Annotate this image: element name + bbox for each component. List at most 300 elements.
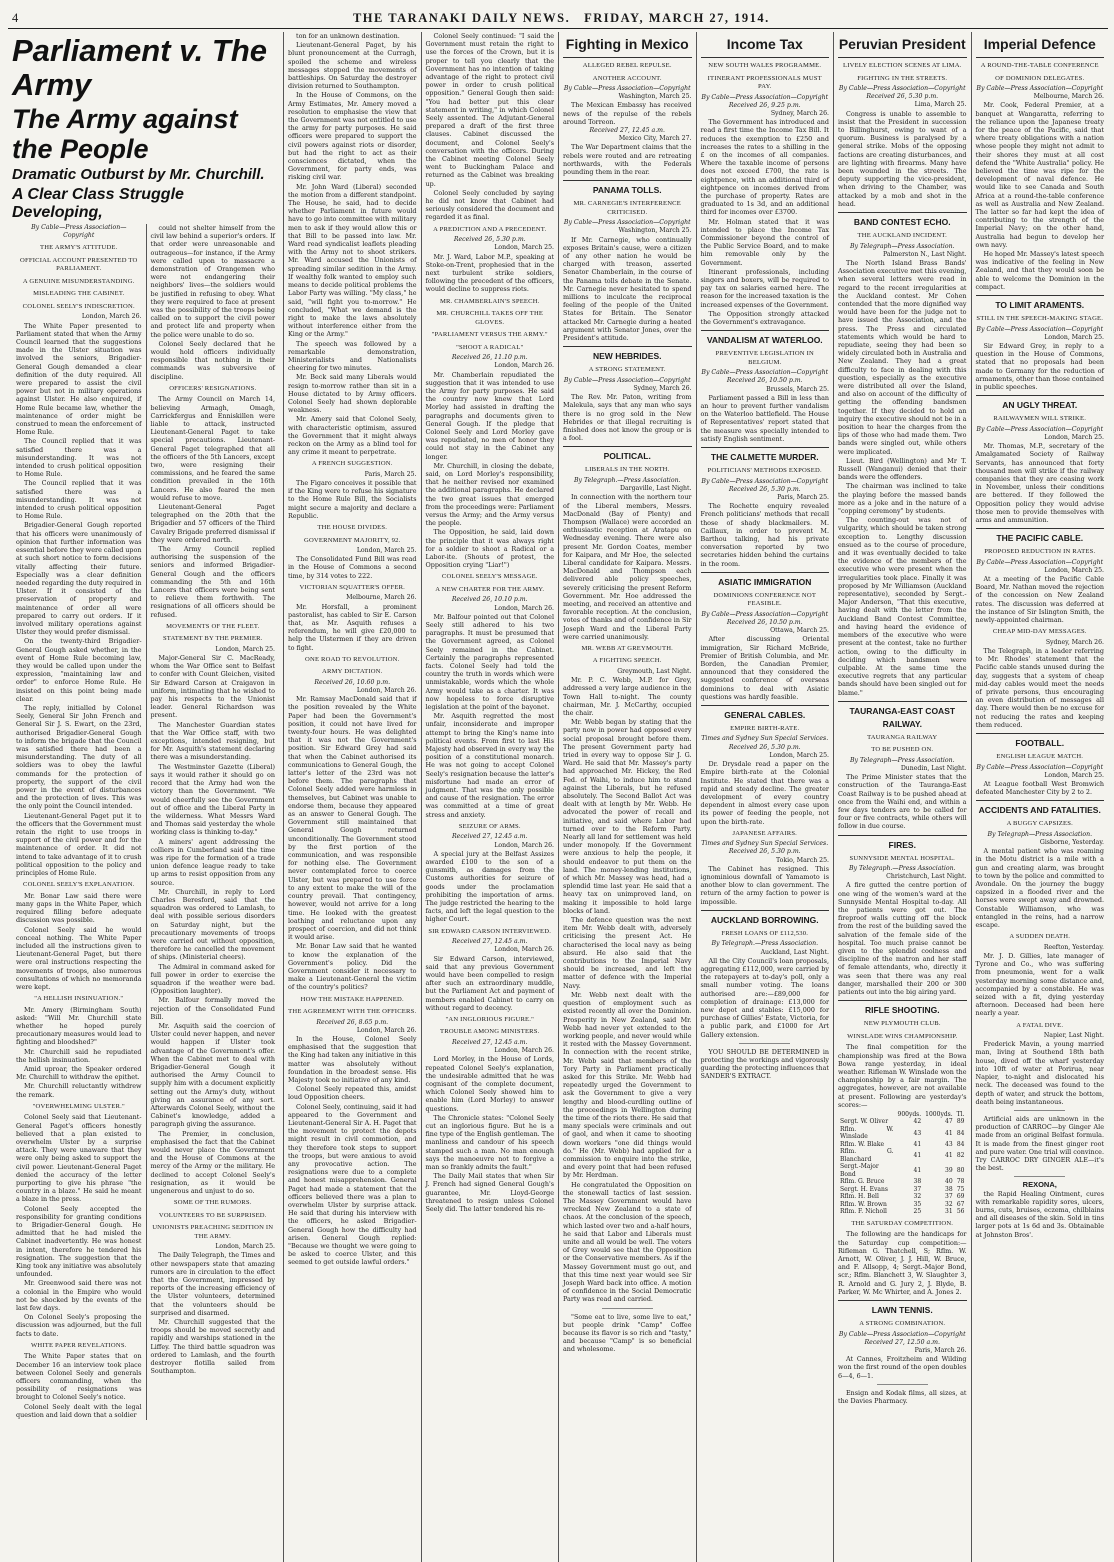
section-headline: AUCKLAND BORROWING.: [710, 914, 819, 925]
paragraph: Lieutenant-General Paget telegraphed on the 20th that the Brigadier and 57 officers of the Third Cavalry Brigade preferred dismissal if they were ordered north.: [150, 503, 275, 544]
paragraph: A fire gutted the centre portion of one wing of the women's ward at the Sunnyside Mental Hospital to-day. All the patients were got out. The fireproof walls cutting off the block from the rest of the building saved the salvation of the female side of the hospital. Too much praise cannot be given to the splendid coolness and discipline of the matron and her staff of female attendants, who, directly it was seen that there was any real danger, marshalled their 200 or 300 patients out into the big airing yard.: [838, 881, 967, 997]
table-row: Sergt.-Major Bond 41 39 80: [840, 1163, 965, 1178]
subhead: ITINERANT PROFESSIONALS MUST PAY.: [707, 74, 822, 90]
subhead: COLONEL SEELY'S EXPLANATION.: [22, 881, 135, 889]
column-header: Tl.: [956, 1110, 965, 1118]
column-imperial-defence: [971, 32, 1109, 1562]
paragraph: Mr. Bonar Law said there were many gaps in the White Paper, which required filling before adequate discussion was possible.: [16, 891, 142, 925]
dateline: London, March 26.: [494, 362, 554, 370]
paragraph: The chairman was inclined to take the playing before the massed bands more as a joke and in the nature of a "copping ceremony" by students.: [838, 482, 967, 516]
dateline: Dargaville, Last Night.: [619, 485, 692, 493]
received-time: Received 26, 5.30 p.m.: [728, 485, 801, 493]
columns: [8, 32, 1108, 1562]
masthead: [8, 6, 1108, 29]
headline: The Army against the People: [12, 104, 238, 164]
dateline: Sydney, March 26.: [770, 109, 829, 117]
subhead: NEW PLYMOUTH CLUB.: [863, 1020, 941, 1028]
subhead: TROUBLE AMONG MINISTERS.: [440, 1028, 540, 1036]
subhead: "AN INGLORIOUS FIGURE.": [445, 1015, 535, 1023]
paragraph: The Prime Minister states that the construction of the Tauranga-East Coast Railway is to be pushed ahead at once from the Waihi end, and within a few days tenders are to be called for four or five contracts, while others will follow in due course.: [838, 773, 967, 831]
table-row: Rflm. W. Blake 41 43 84: [840, 1140, 965, 1148]
dateline: Paris, March 25.: [777, 493, 829, 501]
paragraph: The counting-out was not of vulgarity, which should be taken strong exception to. Lengthy discussion ensued as to the course of procedure, and it was eventually decided to take the evidence of the members of the executive who were present when the irregularities took place. Finally it was proposed by Mr Williamson (Auckland representative), seconded by Sergt.-Major Anderson, "That this executive, having dealt with the letter from the Auckland Band Contest Committee, and having heard the evidence of members of the executive who were present at the contest, take no further action, owing to the difficulty in deciding which bandsmen were culpable. At the same time the executive regrets that any particular bands should have been singled out for blame.": [838, 516, 967, 697]
dateline: Mexico City, March 27.: [618, 135, 692, 143]
paragraph: ton for an unknown destination.: [296, 32, 400, 40]
credit: By Cable—Press Association—Copyright: [976, 325, 1104, 333]
paragraph: Mr. P. C. Webb, M.P. for Grey, addressed a very large audience in the Town Hall to-night. The county chairman, Mr. J. McCarthy, occupied the chair.: [563, 676, 692, 717]
credit: Times and Sydney Sun Special Services.: [701, 735, 829, 743]
subhead: "PARLIAMENT VERSUS THE ARMY.": [431, 331, 548, 339]
column-parliament-army: [8, 32, 283, 1562]
subhead: A GENUINE MISUNDERSTANDING.: [22, 277, 135, 285]
subhead: THE HOUSE DIVIDES.: [317, 524, 388, 532]
paragraph: The Council replied that it was satisfied there was a misunderstanding. It was not intended to crush political opposition to Home Rule.: [16, 437, 142, 479]
credit: By Cable—Press Association—Copyright: [701, 610, 829, 618]
dateline: Dunedin, Last Night.: [900, 764, 967, 772]
dateline: London, March 25.: [769, 751, 829, 759]
dateline: London, March 26.: [356, 687, 417, 695]
advertisement: Artificial aids are unknown in the production of CARROC—by Ginger Ale made from an original Belfast formula. It is made from the finest ginger root and pure water. One trial will convince. Try CARROC DRY GINGER ALE—it's the best.: [975, 1114, 1104, 1173]
subhead: PROPOSED REDUCTION IN RATES.: [984, 548, 1096, 556]
subhead: A FATAL DIVE.: [1016, 1021, 1064, 1029]
paragraph: Mr. Greenwood said there was not a colonial in the Empire who would not be shocked by the events of the last few days.: [16, 1279, 142, 1313]
dateline: Paris, March 25.: [364, 470, 417, 478]
paragraph: The Daily Mail states that when Sir J. French had signed General Gough's guarantee, Mr. Lloyd-George threatened to resign unless Colonel Seely did. The latter tendered his re-: [425, 1172, 554, 1213]
column-headline: Peruvian President: [838, 32, 967, 58]
dateline: Melbourne, March 26.: [1033, 93, 1104, 101]
credit: By Telegraph.—Press Association.: [573, 476, 681, 484]
advertisement: Ensign and Kodak films, all sizes, at the Davies Pharmacy.: [838, 1388, 967, 1405]
subhead: THE SATURDAY COMPETITION.: [851, 1219, 954, 1227]
paragraph: Mr. Amery said that Colonel Seely, with characteristic optimism, assured the Government that it might always reckon on the Army as a blind tool for any crime it meant to perpetrate.: [288, 415, 417, 457]
paragraph: Congress is unable to assemble to insist that the President in succession to Billinghurst, owing to want of a quorum. Business is paralysed by a general strike. Mobs of the opposing factions are creating disturbances, and are lighting with firearms. Many have been wounded in the streets. The deputy supporting the vice-president, when driving to the Chamber, was attacked by a mob and shot in the head.: [838, 109, 967, 208]
paragraph: Mr. Cook, Federal Premier, at a banquet at Wangaratta, referring to the reliance upon the Japanese treaty for the peace of the Pacific, said that where treaty obligations with a nation whose people they might not admit to their shores they must at all cost defend the "White Australia" policy. He believed the time was ripe for the development of naval defence. He would like to see Canada and South Africa at a round-the-table conference as well as Australia and New Zealand. The latter so far had kept the idea of contributing to the strength of the Imperial Navy; on the other hand, Australia had begun to develop her own navy.: [975, 101, 1104, 249]
paragraph: Colonel Seely said he would conceal nothing. The White Paper included all the instructions given to Lieutenant-General Paget, but there were oral instructions respecting the movements of troops, also numerous consultations of which no memoranda were kept.: [16, 925, 142, 991]
paragraph: Sir Edward Carson, interviewed, said that any previous Government would have been compelled to resign after such an extraordinary muddle, but the Parliament Act and payment of members enabled Cabinet to carry on without regard to decency.: [425, 954, 554, 1012]
paragraph: A mental patient who was roaming in the Motu district is a mile with a gun and creating alarm, was brought to town by the police and committed to Avondale. On the journey the buggy capsized in a flooded river and the horses were swept away and drowned. Constable Williamson, who was entangled in the reins, had a narrow escape.: [975, 847, 1104, 930]
section-headline: RIFLE SHOOTING.: [864, 1005, 940, 1016]
paragraph: The Opposition strongly attacked the Government's extravagance.: [700, 309, 829, 326]
paragraph: In the House of Commons, on the Army Estimates, Mr. Amery moved a resolution to emphasise the view that the Government was not entitled to use the army for party purposes. He said officers were prepared to support the civil powers against riots or disorder, but had the right to act as their consciences dictated, when the Government, for party ends, was risking civil war.: [288, 91, 417, 182]
paragraph: At League football West Bromwich defeated Manchester City by 2 to 2.: [975, 779, 1104, 797]
paragraph: Lieutenant-General Paget, by his blunt pronouncement at the Curragh, spoiled the scheme and wireless messages stopped the movements of battleships. On Saturday the destroyer division returned to Southampton.: [288, 41, 417, 91]
paragraph: Parliament passed a Bill in less than an hour to prevent further vandalism on the Waterloo battlefield. The House of Representatives' report stated that the measure was specially intended to satisfy English sentiment.: [700, 393, 829, 443]
dateline: Auckland, Last Night.: [760, 948, 829, 956]
column-headline: Imperial Defence: [976, 32, 1105, 58]
section-headline: PANAMA TOLLS.: [592, 185, 662, 196]
paragraph: Dr. Drysdale read a paper on the Empire birth-rate at the Colonial Institute. He stated that there was a rapid and steady decline. The greater development of every country dependent in almost every case upon its power of feeding the people, not upon the birth-rate.: [700, 760, 829, 826]
column-army-continued-2: [421, 32, 559, 1562]
table-row: Rflm. H. Bell 32 37 69: [840, 1193, 965, 1201]
subhead: SEIZURE OF ARMS.: [458, 822, 521, 830]
section-headline: VANDALISM AT WATERLOO.: [706, 335, 823, 346]
subhead: LIBERALS IN THE NORTH.: [585, 466, 670, 474]
subhead: RAILWAYMEN WILL STRIKE.: [993, 415, 1087, 423]
paragraph: The Figaro conceives it possible that if the King were to refuse his signature to the Home Rule Bill, the Socialists might secure a majority and declare a Republic.: [288, 479, 417, 520]
paragraph: Mr. Amery (Birmingham South) asked: "Will Mr. Churchill state whether he hoped purely precautionary measures would lead to fighting and bloodshed?": [16, 1005, 142, 1047]
subhead: MISLEADING THE CABINET.: [33, 290, 125, 298]
article-left: [12, 224, 146, 1420]
paragraph: Colonel Seely accepted the responsibility for granting conditions to Brigadier-General Gough. He admitted that he had misled the Cabinet inadvertently. He was honest in intent, therefore he tendered his resignation. The suggestion that the King took any initiative was absolutely unfounded.: [16, 1204, 142, 1279]
paragraph: The final competition for the championship was fired at the Bowa Bowa range yesterday, in ideal weather. Rifleman W. Winslade won the championship by a fair margin. The aggregates, however, are not available at present. Following are yesterday's scores:—: [838, 1043, 967, 1109]
subhead: MR. WEBB AT GREYMOUTH.: [581, 644, 674, 652]
paragraph: Mr. Ramsay MacDonald said that if the position revealed by the White Paper had been the Government's position, it could not have lived for twenty-four hours. He was delighted that it was not the Government's position. Sir Edward Grey had said that when the Cabinet authorised its communications to General Gough, the latter's letter of the 23rd was not before them. The paragraphs that Colonel Seely added were harmless in themselves, but Cabinet was unable to endorse them, because they appeared as an answer to General Gough. The Government still maintained that General Gough returned unconditionally. The Government stood by the first portion of the communication, and was responsible for nothing else. The Government never contemplated force to coerce Ulster, but was prepared to use force to any extent to make the will of the country prevail. That contingency, however, would not arrive for a long time. He looked with the greatest loathing and reluctance upon any prospect of coercion, and did not think it would arise.: [288, 695, 417, 942]
dateline: Washington, March 25.: [618, 93, 692, 101]
paragraph: The Premier, in conclusion, emphasised the fact that the Cabinet would never place the Government and the House of Commons at the mercy of the Army or the military. He declined to accept Colonel Seely's resignation, as it would be ungenerous and unjust to do so.: [150, 1129, 275, 1196]
subhead: OFFICIAL ACCOUNT PRESENTED TO PARLIAMENT.: [20, 256, 138, 273]
table-header-row: [838, 1111, 967, 1119]
newspaper-title: THE TARANAKI DAILY NEWS.: [352, 11, 571, 25]
subhead: WHITE PAPER REVELATIONS.: [30, 1341, 127, 1349]
headline: A Clear Class Struggle Developing,: [12, 186, 184, 221]
section-headline: THE PACIFIC CABLE.: [996, 533, 1084, 544]
table-row: Rflm. W. Winslade 43 41 84: [840, 1125, 965, 1141]
credit: By Cable—Press Association—Copyright: [976, 85, 1104, 92]
paragraph: The reply, initialled by Colonel Seely, General Sir John French and General Sir J. S. Ewart, on the 23rd, authorised Brigadier-General Gough to inform the brigade that the Council was satisfied there had been a misunderstanding. The duty of all soldiers was to obey the lawful commands for the protection of property, the support of the civil power in the event of disturbances and the protection of lives. This was the only point the Council intended.: [16, 703, 142, 811]
credit: By Cable—Press Association—Copyright: [976, 763, 1104, 771]
credit: By Cable—Press Association—Copyright: [563, 376, 691, 384]
subhead: LIVELY ELECTION SCENES AT LIMA.: [842, 62, 962, 69]
credit: By Cable—Press Association—Copyright: [701, 369, 829, 377]
table-row: Rflm. F. Nicholl 25 31 56: [840, 1208, 965, 1216]
table-row: Rflm. G. Blanchard 41 41 82: [840, 1148, 965, 1163]
subhead: A STRONG COMBINATION.: [859, 1320, 946, 1328]
dateline: Palmerston N., Last Night.: [882, 250, 967, 258]
paragraph: Mr. Thomas, M.P., secretary of the Amalgamated Society of Railway Servants, has announced that forty thousand men will strike if the railway companies that they are ceasing work in November, unless their conditions are bettered. If they followed the Opposition policy they would advise those men to provide themselves with arms and ammunition.: [975, 442, 1104, 524]
paragraph: At Cannes, Froitzheim and Wilding won the first round of the open doubles 6—4, 6—1.: [838, 1355, 967, 1380]
subhead: VICTORIAN SQUATTER'S OFFER.: [299, 583, 406, 591]
subhead: TO BE PUSHED ON.: [871, 746, 934, 754]
subhead: SOME OF THE RUMORS.: [173, 1199, 252, 1207]
paragraph: Mr. Holman stated that it was intended to place the Income Tax Commissioner beyond the control of the Public Service Board, and to make him removable only by the Government.: [700, 217, 829, 267]
credit: By Telegraph—Press Association.: [849, 242, 955, 250]
paragraph: On Colonel Seely's proposing the discussion was adjourned, but the full facts to date.: [16, 1313, 142, 1338]
subhead: A SUDDEN DEATH.: [1009, 933, 1071, 941]
paragraph: Mr. Beck said many Liberals would resign to-morrow rather than sit in a House dictated to by Army officers. Colonel Seely had shown deplorable weakness.: [288, 373, 417, 415]
column-peruvian-president: [833, 32, 971, 1562]
paragraph: Colonel Seely dealt with the legal question and laid down that a soldier: [16, 1402, 142, 1419]
dateline: London, March 25.: [494, 244, 554, 252]
section-headline: FIRES.: [888, 839, 916, 850]
section-headline: AN UGLY THREAT.: [1002, 400, 1078, 411]
advertisement: the Rapid Healing Ointment, cures with remarkable rapidity sores, ulcers, burns, cuts, bruises, eczema, chilblains and all diseases of the skin. Sold in tins larger pots at 1s 6d and 3s. Obtainable at Johnston Bros'.: [975, 1189, 1104, 1239]
subhead: HOW THE MISTAKE HAPPENED.: [300, 995, 404, 1003]
paragraph: The Rochette enquiry revealed French politicians' methods that recall those of shady blackmailers. M. Caillaux, in order to prevent M. Barthou talking, had his private conversation reported by two secretaries hidden behind the curtains in the room.: [700, 502, 829, 568]
paragraph: The Army Council replied authorising the suspension of the seniors and informed Brigadier-General Gough and the officers commanding the 5th and 16th Lancers that officers were being sent to relieve them forthwith. The resignations of all officers should be refused.: [150, 545, 275, 619]
paragraph: After discussing Oriental immigration, Sir Richard McBride, Premier of British Columbia, and Mr. Borden, the Canadian Premier, announced that they considered the suggested conference of overseas dominions to deal with Asiatic questions was hardly feasible.: [700, 635, 829, 701]
dateline: Ottawa, March 25.: [770, 627, 829, 635]
paragraph: Frederick Mavin, a young married man, living at Southend 18th bath house, dived off the wharf yesterday into 10ft of water at Porirua, near Napier, to-night and dislocated his neck. The deceased was found to the depth of water, and struck the bottom, death being instantaneous.: [975, 1040, 1104, 1106]
credit: By Telegraph.—Press Association.: [711, 940, 819, 948]
paragraph: The Rev. Mr. Paton, writing from Malekula, says that any man who says there is no grog sold in the New Hebrides or that illegal recruiting is finished does not know the group or is a fool.: [563, 393, 692, 443]
received-time: Received 26, 10.50 p.m.: [726, 377, 803, 385]
dateline: Sydney, March 26.: [633, 384, 692, 392]
paragraph: The Government has introduced and read a first time the Income Tax Bill. It reduces the exemption to £250 and increases the rates to a shilling in the £ on the incomes of all companies. Where the taxable income of persons does not exceed £700, the rate is eightpence, with an additional third of eightpence on incomes derived from the purchase of property. Rates are graduated to 1s 3d, and an additional third for incomes over £3700.: [700, 118, 829, 217]
subhead: JAPANESE AFFAIRS.: [732, 829, 798, 837]
credit: Times and Sydney Sun Special Services.: [701, 840, 829, 848]
section-headline: NEW HEBRIDES.: [593, 351, 662, 362]
paragraph: Mr. Asquith said the coercion of Ulster could never happen, and never would happen if Ulster took advantage of the Government's offer. When the Cabinet met to deal with Brigadier-General Gough it authorised the Army Council to supply him with a document explicitly setting out the Army's duty, without giving an assurance of any sort. Afterwards Colonel Seely, without the Cabinet's knowledge, added a paragraph giving the assurance.: [150, 1021, 275, 1129]
dateline: Christchurch, Last Night.: [886, 873, 967, 881]
subhead: A PREDICTION AND A PRECEDENT.: [433, 225, 547, 233]
dateline: London, March 26.: [494, 841, 554, 849]
paragraph: Mr. Churchill, in closing the debate, said, on Lord Morley's responsibility, that he neither revised nor examined the additional paragraphs. He declared the two great issues that emerged from the proceedings were: Parliament versus the Army; and the Army versus the people.: [425, 461, 554, 528]
subhead: CHEAP MID-DAY MESSAGES.: [992, 628, 1087, 636]
dateline: London, March 25.: [1044, 566, 1104, 574]
received-time: Received 27, 12.45 a.m.: [452, 938, 528, 946]
table-row: Sergt. H. Evans 37 38 75: [840, 1185, 965, 1193]
section-headline: TO LIMIT ARAMENTS.: [995, 300, 1085, 311]
paragraph: Lieutenant-General Paget put it to the officers that the Government must retain the right to use troops in support of the civil power and for the maintenance of order. It did not intend to take advantage of it to crush political opposition to the policy and principles of Home Rule.: [16, 811, 142, 878]
paragraph: Mr. Bonar Law said that he wanted to know the explanation of the Government's policy. Did the Government consider it necessary to make a Lieutenant-General the victim of the country's politics?: [288, 942, 417, 992]
paragraph: A special jury at the Belfast Assizes awarded £100 to the son of a gunsmith, as damages from the Customs authorities for seizure of goods under the proclamation prohibiting the importation of arms. The judge restricted the hearing to the facts, and left the legal question to the higher Court.: [425, 849, 554, 924]
paragraph: Mr. Balfour pointed out that Colonel Seely still adhered to his two paragraphs. It must be presumed that the Government agreed, as Colonel Seely remained in the Cabinet. Certainly the paragraphs represented facts. Colonel Seely had told the country the truth in words which were unmistakable, words which the whole Army would take as a charter. It was now hopeless to force disruptive legislation at the point of the bayonet.: [425, 612, 554, 712]
article-right: [146, 224, 280, 1420]
received-time: Received 26, 8.65 p.m.: [316, 1018, 389, 1026]
subhead: GOVERNMENT MAJORITY, 92.: [303, 536, 401, 544]
paragraph: Colonel Seely, continuing, said it had appeared to the Government and Lieutenant-General Sir A. H. Paget that the movement to protect the depots might result in civil commotion, and they therefore took steps to support the troops, but were anxious to avoid any provocative action. The resignations were due to a complete and honest misapprehension. General Paget had made a statement that the officers believed there was a plan to overwhelm Ulster by surprise attack. He said that during his interview with the officers, he asked Brigadier-General Gough how the difficulty had arisen. General Gough replied: "Because we thought we were going to be asked to coerce Ulster, and this seemed to get outside lawful orders.": [288, 1102, 417, 1267]
paragraph: Colonel Seely continued: "I said the Government must retain the right to use the forces of the Crown, but it is proper to tell you clearly that the Government has no intention of taking advantage of the right to protect civil power in order to crush political opposition." General Gough then said: "You had better put this clear statement in writing," in which Colonel Seely assented. The Adjutant-General prepared a draft of the first three clauses. Cabinet discussed the document, and Colonel Seely's conversation with the officers. During the Cabinet meeting Colonel Seely went to Buckingham Palace and returned as the Cabinet was breaking up.: [425, 32, 554, 188]
column-headline: Income Tax: [701, 32, 830, 58]
paragraph: Sir Edward Grey, in reply to a question in the House of Commons, stated that no proposals had been made to Germany for the reduction of armaments, other than those contained in public speeches.: [975, 341, 1104, 391]
advertisement-title: REXONA,: [1022, 1180, 1057, 1190]
subhead: COLONEL SEELY'S INDISCRETION.: [22, 302, 135, 310]
dateline: Brussels, March 25.: [766, 385, 829, 393]
subhead: STILL IN THE SPEECH-MAKING STAGE.: [976, 315, 1104, 323]
subhead: SUNNYSIDE MENTAL HOSPITAL.: [849, 854, 956, 862]
subhead: FIGHTING IN THE STREETS.: [857, 74, 948, 82]
paragraph: Mr. Churchill reluctantly withdrew the remark.: [16, 1082, 142, 1099]
received-time: Received 27, 12.45 a.m.: [452, 833, 528, 841]
dateline: Paris, March 26.: [914, 1346, 967, 1354]
received-time: Received 26, 11.10 p.m.: [451, 354, 528, 362]
credit: By Cable—Press Association—Copyright: [31, 224, 127, 240]
paragraph: Major-General Sir C. MacReady, whom the War Office sent to Belfast to confer with Count Gleichen, visited Sir Edward Carson at Craigavon in uniform, intimating that he wished to pay his respects to the Unionist leader. General Richardson was present.: [150, 654, 275, 720]
paragraph: The War Department claims that the rebels were routed and are retreating northwards, with the Federals pounding them in the rear.: [563, 143, 692, 177]
table-row: Rflm. G. Bruce 38 40 78: [840, 1178, 965, 1186]
dateline: London, March 25.: [215, 1243, 275, 1251]
paragraph: The Admiral in command asked for full power in order to exercise the squadron if the weather were bad. (Opposition laughter).: [150, 962, 275, 996]
subhead: STATEMENT BY THE PREMIER.: [162, 635, 263, 643]
dateline: London, March 26.: [356, 1026, 417, 1034]
dateline: Melbourne, March 26.: [346, 594, 417, 602]
paragraph: Colonel Seely declared that he would hold officers individually responsible that nothing in their commands was subversive of discipline.: [150, 339, 275, 381]
subhead: MR. CHAMBERLAIN'S SPEECH.: [439, 297, 540, 305]
paragraph: The Army Council on March 14, believing Armagh, Omagh, Carrickfergus and Enniskillen were liable to attack, instructed Lieutenant-General Paget to take special precautions. Lieutenant-General Paget telegraphed that all the officers of the 5th Lancers, except two, were resigning their commissions, and he feared the same condition prevailed in the 16th Lancers. He also feared the men would refuse to move.: [150, 395, 275, 502]
paragraph: Mr. Horsfall, a prominent pastoralist, has cabled to Sir E. Carson that, as Mr. Asquith refuses a referendum, he will give £20,000 to help the Ulstermen if they are driven to fight.: [288, 602, 417, 652]
received-time: Received 26, 10.50 p.m.: [726, 618, 803, 626]
credit: By Cable—Press Association—Copyright: [563, 219, 691, 227]
paragraph: Mr. Balfour formally moved the rejection of the Consolidated Fund Bill.: [150, 996, 275, 1021]
paragraph: The following are the handicaps for the Saturday cup competition:—Rifleman G. Thatchell, S; Rflm. W. Arnott, W. Oliver, J. J. Hill, W. Bruce, and F. Allsopp, 4; Sergt.-Major Bond, scr.; Rflm. Blanchett 3, W. Slaughter 3, R. Arnold and G. Jury 2, J. Blyde, B. Parker, W. Mc Whirter, and A. Jones 2.: [838, 1230, 967, 1296]
paragraph: Mr. J. D. Gillies, late manager of Tyrone and Co., who was suffering from pneumonia, went for a walk yesterday morning some distance and, accompanied by a constable. He was seized with a fit, dying yesterday afternoon. Deceased had been here nearly a year.: [975, 951, 1104, 1018]
paragraph: Lieut. Bird (Wellington) and Mr T. Russell (Wanganui) denied that their bands were the offenders.: [838, 456, 967, 482]
received-time: Received 26, 9.25 p.m.: [728, 101, 801, 109]
subhead: "SHOOT A RADICAL": [456, 343, 524, 351]
credit: By Telegraph—Press Association.: [987, 830, 1093, 838]
advertisement: YOU SHOULD BE DETERMINED in protecting the workings and vigorously guarding the protecting influences that SANDER'S EXTRACT.: [700, 1047, 829, 1081]
credit: By Telegraph.—Press Association.: [848, 865, 956, 873]
paragraph: In connection with the northern tour of the Liberal members, Messrs. MacDonald (Bay of Plenty) and Thompson (Wallace) were accorded an enthusiastic reception at Aratapu on Wednesday evening. There were also present Mr. Gordon Coates, member for Kaipara, and Mr Hoe, the selected Liberal candidate for Kaipara. Messrs. MacDonald and Thompson each delivered able policy speeches, severely criticising the present Reform Government. Mr. Hoe addressed the meeting, and received an attentive and favorable reception. At the conclusion, votes of thanks and of confidence in Sir Joseph Ward and the Liberal Party were carried unanimously.: [563, 493, 692, 641]
subhead: "A HELLISH INSINUATION.": [34, 995, 124, 1003]
paragraph: At a meeting of the Pacific Cable Board, Mr. Nathan moved the rejection of the concession on New Zealand rates. The discussion was deferred at the instance of Sir Islington Smith, the newly-appointed chairman.: [975, 575, 1104, 625]
section-headline: ACCIDENTS AND FATALITIES.: [978, 805, 1101, 816]
credit: By Cable—Press Association—Copyright: [838, 85, 966, 92]
column-header: 900yds.: [897, 1110, 922, 1118]
paragraph: He hoped Mr. Massey's latest speech was indicative of the feeling in New Zealand, and that they would soon be able to welcome the Dominion in the compact.: [975, 250, 1104, 291]
received-time: Received 26, 5.30 p.m.: [728, 743, 801, 751]
subhead: ALLEGED REBEL REPULSE.: [582, 62, 672, 69]
subhead: PREVENTIVE LEGISLATION IN BELGIUM.: [715, 350, 814, 366]
subhead: ENGLISH LEAGUE MATCH.: [996, 753, 1084, 760]
page-number: 4: [12, 11, 19, 25]
credit: By Cable—Press Association—Copyright: [976, 425, 1104, 433]
dateline: London, March 26.: [494, 1047, 554, 1055]
subhead: "OVERWHELMING ULSTER.": [32, 1102, 125, 1110]
received-time: Received 27, 12.50 a.m.: [864, 1338, 940, 1346]
paragraph: Colonel Seely repeated this, amidst loud Opposition cheers.: [288, 1085, 417, 1102]
section-headline: THE CALMETTE MURDER.: [710, 452, 819, 463]
subhead: MR. CARNEGIE'S INTERFERENCE CRITICISED.: [573, 200, 681, 216]
dateline: Napier, Last Night.: [1043, 1032, 1104, 1040]
paragraph: The Chronicle states: "Colonel Seely cut an inglorious figure. But he is a fine type of the English gentleman. The manliness and candour of his speech stamped such a man. No man enough says the manoeuvre not to forgive a man so frankly admits the fault.": [425, 1113, 554, 1171]
paragraph: The Cabinet has resigned. This ignominious downfall of Yamamoto is another blow to clan government. The return of the army faction to power is impossible.: [700, 864, 829, 906]
received-time: Received 27, 12.45 a.m.: [452, 1038, 528, 1046]
paragraph: Brigadier-General Gough reported that his officers were unanimously of opinion that further information was essential before they were called upon at such short notice to form decisions vitally affecting their future. Especially was a clear definition needed regarding the duty required in Ulster. If it consisted of the preservation of property and maintenance of order all were prepared to carry out orders. If it involved military operations against Ulster they would prefer dismissal.: [16, 521, 142, 637]
credit: By Telegraph—Press Association.: [849, 756, 955, 764]
section-headline: LAWN TENNIS.: [871, 1305, 933, 1316]
subhead: A STRONG STATEMENT.: [588, 366, 666, 374]
paragraph: Mr. Asquith regretted the most unfair, inconsiderate and improper attempt to bring the King's name into political events. From first to last His Majesty had observed in every way the position of a constitutional monarch. He was not going to accept Colonel Seely's resignation because the latter's misfortune had made an error of judgment. That was the only possible and cause of the resignation. The error was committed at a time of great stress and anxiety.: [425, 712, 554, 819]
dateline: London, March 26.: [81, 313, 142, 321]
masthead-title-date: [353, 11, 770, 26]
credit: By Cable—Press Association—Copyright: [701, 477, 829, 485]
paragraph: Colonel Seely said that Lieutenant-General Paget's officers honestly believed that a plan existed to overwhelm Ulster by a surprise attack. They were unaware that they were only being asked to support the civil power. Lieutenant-General Paget denied the accuracy of the letter purporting to give his phrase "the country in a blaze." He said he meant a blaze in the press.: [16, 1113, 142, 1204]
paragraph: In the House, Colonel Seely emphasised that the suggestion that the King had taken any initiative in this matter was absolutely without foundation in the broadest sense. His Majesty took no initiative of any kind.: [288, 1034, 417, 1084]
section-headline: RAILWAY.: [882, 718, 922, 729]
paragraph: Amid uproar, the Speaker ordered Mr. Churchill to withdraw the epithet.: [16, 1065, 142, 1082]
paragraph: The speech was followed by a remarkable demonstration, Ministerialists and Nationalists cheering for two minutes.: [288, 339, 417, 373]
section-headline: BAND CONTEST ECHO.: [853, 217, 951, 228]
paragraph: The North Island Brass Bands' Association executive met this evening, when several letters were read in regard to the recent irregularities at the Auckland contest. Mr Cohen contended that the more dignified way would have been for the judge not to have issued the Association, and the press. The Press and circulated statements which would be hard to repudiate, seeing they had been so widely circulated both in Australia and New Zealand. They had a great difficulty to face in dealing with this question, especially as the executive were distributed all over the Island, and also on account of the difficulty of getting the offending bandsmen together. If they decided to hold an inquiry the executive should not be in a position to hear the charges from the lips of those who had made them. Two bands were singled out, while others were implicated.: [838, 258, 967, 456]
dateline: London, March 25.: [1044, 771, 1104, 779]
paragraph: The White Paper states that on December 16 an interview took place between Colonel Seely and generals officers commanding, when the possibility of resignations was brought to Colonel Seely's notice.: [16, 1352, 142, 1402]
subhead: OF DOMINION DELEGATES.: [995, 74, 1085, 82]
paragraph: If Mr. Carnegie, who continually exposes Britain's cause, were a citizen of any other nation he would be charged with treason, asserted Senator Chamberlain, in the course of the Panama tolls debate in the Senate. Mr. Carnegie never hesitated to spend millions to inculcate the reciprocal feeling of the people of the United States for Britain. The Senator attacked Mr. Carnegie during a heated argument with Senator Jones, over the President's attitude.: [563, 235, 692, 343]
headline: Parliament v. The Army: [12, 33, 267, 102]
subhead: EMPIRE BIRTH-RATE.: [730, 724, 800, 732]
subhead: A BUGGY CAPSIZES.: [1006, 820, 1073, 828]
subhead: POLITICIANS' METHODS EXPOSED.: [707, 467, 822, 475]
paragraph: The Consolidated Fund Bill was read in the House of Commons a second time, by 314 votes to 222.: [288, 555, 417, 580]
dateline: Tokio, March 25.: [776, 856, 829, 864]
subhead: ANOTHER ACCOUNT.: [592, 74, 662, 82]
received-time: Received 26, 10.60 p.m.: [314, 678, 391, 686]
subhead: A FIGHTING SPEECH.: [592, 657, 662, 665]
paragraph: The Opposition, he said, laid down the principle that it was always right for a soldier to shoot a Radical or a Labor-ite. (Shouts of protest, the Opposition crying "Liar!"): [425, 528, 554, 570]
credit: By Cable—Press Association—Copyright: [701, 93, 829, 101]
paragraph: On the twenty-third Brigadier-General Gough asked whether, in the event of Home Rule becoming law, they would be called upon under the expression, "maintaining law and order" to enforce Home Rule. He insisted on this point being made clear.: [16, 637, 142, 703]
dateline: Lima, March 25.: [914, 101, 967, 109]
received-time: Received 26, 10.10 p.m.: [451, 596, 528, 604]
paragraph: The defence question was the next item Mr. Webb dealt with, adversely criticising the present Act. He characterised the local navy as being absurd. He also said that the contributions to the Imperial Navy should be increased, and left the matter of defence with the Imperial Navy.: [563, 916, 692, 990]
article-body: [12, 224, 279, 1420]
subhead: DOMINIONS CONFERENCE NOT FEASIBLE.: [713, 591, 817, 608]
paragraph: The Westminster Gazette (Liberal) says it would rather it should go on record that the Army had won the victory than the Government. "We would cheerfully see the Government out of office and the Liberal Party in the wilderness. What Messrs Ward and Thomas said yesterday the whole working class is thinking to-day.": [150, 762, 275, 837]
paragraph: The Manchester Guardian states that the War Office staff, with two exceptions, intended resigning, but for Mr. Asquith's statement declaring there was a misunderstanding.: [150, 720, 275, 762]
dateline: London, March 25.: [356, 547, 417, 555]
dateline: London, March 25.: [215, 645, 275, 653]
dateline: London, March 26.: [494, 604, 554, 612]
subhead: UNIONISTS PREACHING SEDITION IN THE ARMY.: [152, 1224, 274, 1240]
column-fighting-in-mexico: [558, 32, 696, 1562]
section-headline: ASIATIC IMMIGRATION: [718, 576, 812, 587]
paragraph: The Telegraph, in a leader referring to Mr. Rhodes' statement that the Pacific cable stands unused during the day, suggests that a system of cheap mid-day cables would meet the needs of private persons, thus encouraging an even distribution of messages all day. There would then be no excuse for not reducing the rates and keeping them reduced.: [975, 646, 1104, 729]
received-time: Received 26, 5.30 p.m.: [866, 93, 939, 101]
table-row: Rflm. W. Brown 35 32 67: [840, 1200, 965, 1208]
dateline: London, March 25.: [1044, 433, 1104, 441]
paragraph: Mr. Churchill, in reply to Lord Charles Beresford, said that the squadron was ordered to Lamlash, to deal with possible serious disorders on Saturday night, but the precautionary movements of troops were carried out without opposition, therefore he cancelled the movement of ships. (Ministerial cheers).: [150, 887, 275, 962]
dateline: Greymouth, Last Night.: [617, 667, 692, 675]
credit: By Cable—Press Association—Copyright: [563, 85, 691, 92]
dateline: Sydney, March 26.: [1045, 638, 1104, 646]
paragraph: Colonel Seely concluded by saying he did not know that Cabinet had seriously considered the document and regarded it as final.: [425, 188, 554, 222]
headline: Dramatic Outburst by Mr. Churchill.: [12, 166, 265, 183]
received-time: Received 26, 5.30 p.m.: [453, 236, 526, 244]
credit: By Cable—Press Association—Copyright: [976, 558, 1104, 566]
section-headline: GENERAL CABLES.: [724, 709, 806, 720]
column-income-tax: [696, 32, 834, 1562]
dateline: Reefton, Yesterday.: [1043, 943, 1104, 951]
column-headline: Fighting in Mexico: [563, 32, 692, 58]
scores-table: [838, 1111, 967, 1216]
column-header: 1000yds.: [925, 1110, 953, 1118]
paragraph: All the City Council's loan proposals, aggregating £112,000, were carried by the ratepayers at to-day's poll, only a small number voting. The loans authorised are:—£89,000 for completion of drainage: £13,000 for new depot and stables: £15,000 for purchase of Gillies' Estate, Victoria, for a public park, and £1000 for Art Gallery extension.: [700, 956, 829, 1039]
subhead: A ROUND-THE-TABLE CONFERENCE: [980, 62, 1099, 69]
paragraph: The Mexican Embassy has received news of the repulse of the rebels around Torreon.: [563, 101, 692, 126]
subhead: THE ARMY'S ATTITUDE.: [39, 244, 118, 252]
dateline: London, March 25.: [1044, 333, 1104, 341]
subhead: THE AUCKLAND INCIDENT.: [857, 232, 947, 240]
column-army-continued: [283, 32, 421, 1562]
paragraph: Mr. Webb began by stating that the party now in power had opposed every social proposal brought before them. The present Government party had tried in every way to oppose Sir J. G. Ward. He said that Mr. Massey's party had approached Mr. Hickey, the Red Fed. of Waihi, to induce him to stand against the Liberals, but he refused absolutely. The Second Ballot Act was dealt with at length by Mr. Webb. He advocated the power of recall and initiative, and said where Labor had turned over to the Reform Party. Nearly all land for settlement was held under monopoly. If the Government were anxious to help the people, it should endeavor to put them on the land. The money-lending institutions, of which Mr. Massey was head, had a splendid time last year. He said that a heavy tax on unimproved land, on making it impossible to hold large blocks of land.: [563, 718, 692, 915]
paragraph: Mr. Churchill suggested that the troops should be moved secretly and rapidly and warships stationed in the Liffey. The third battle squadron was ordered to Lamlash, and the fourth destroyer flotilla sailed from Southampton.: [150, 1318, 275, 1376]
subhead: OFFICERS' RESIGNATIONS.: [169, 384, 257, 392]
subhead: WINSLADE WINS CHAMPIONSHIP.: [847, 1032, 958, 1040]
subhead: NEW SOUTH WALES PROGRAMME.: [708, 62, 822, 69]
paragraph: He congratulated the Opposition on the stonewall tactics of last session. The Massey Government would have wrecked New Zealand to a state of chaos. At the conclusion of the speech, which lasted over two and a-half hours, he said that Labor and Liberals must unite and all would be well. The voters of Grey would see that the Opposition or the Conservative members. As if the Massey Government must go out, and that this time next year would see Sir Joseph Ward back into office. A motion of confidence in the Social Democratic Party was read and carried.: [563, 1180, 692, 1304]
section-headline: TAURANGA-EAST COAST: [849, 705, 956, 716]
dateline: Gisborne, Yesterday.: [1039, 839, 1104, 847]
dateline: London, March 26.: [494, 946, 554, 954]
paragraph: Mr. J. Ward, Labor M.P., speaking at Stoke-on-Trent, prophesied that in the next turbulent strike soldiers, following the precedent of the officers, would decline to suppress riots.: [425, 252, 554, 294]
paragraph: Mr. Churchill said he repudiated the hellish insinuation.: [16, 1047, 142, 1064]
subhead: FRESH LOANS OF £112,530.: [721, 929, 809, 937]
section-headline: FOOTBALL.: [1015, 738, 1065, 748]
subhead: TAURANGA RAILWAY: [867, 733, 938, 741]
received-time: Received 27, 12.45 a.m.: [589, 127, 665, 135]
subhead: ARMY DICTATION.: [322, 668, 383, 676]
subhead: A NEW CHARTER FOR THE ARMY.: [435, 585, 545, 593]
advertisement: "Some eat to live, some live to eat," but people drink "Camp" Coffee because its flavor is so rich and "tasty," and because "Camp" is so beneficial and wholesome.: [563, 1312, 692, 1354]
paragraph: could not shelter himself from the civil law behind a superior's orders. If that order were unreasonable and outrageous—for instance, if the Army were called upon to massacre a demonstration of Orangemen who were not endangering their neighbors' lives—the soldiers would be justified in refusing to obey. What they were required to face at present was the possibility of the troops being called on to support the civil power and protect life and property when the police were unable to do so.: [150, 224, 275, 339]
table-row: Sergt. W. Oliver 42 47 89: [840, 1118, 965, 1126]
credit: By Cable—Press Association—Copyright: [838, 1330, 966, 1338]
subhead: MOVEMENTS OF THE FLEET.: [166, 622, 260, 630]
paragraph: The Daily Telegraph, the Times and other newspapers state that amazing rumors are in circulation to the effect that the Government, impressed by reports of the increasing efficiency of the Ulster volunteers, determined that the volunteers should be surprised and disarmed.: [150, 1251, 275, 1317]
subhead: MR. CHURCHILL TAKES OFF THE GLOVES.: [436, 310, 544, 326]
paragraph: Lord Morley, in the House of Lords, repeated Colonel Seely's explanation, the undesirable admitted that he was cognisant of the complete document, which Colonel Seely showed him to enable him (Lord Morley) to answer questions.: [425, 1055, 554, 1113]
